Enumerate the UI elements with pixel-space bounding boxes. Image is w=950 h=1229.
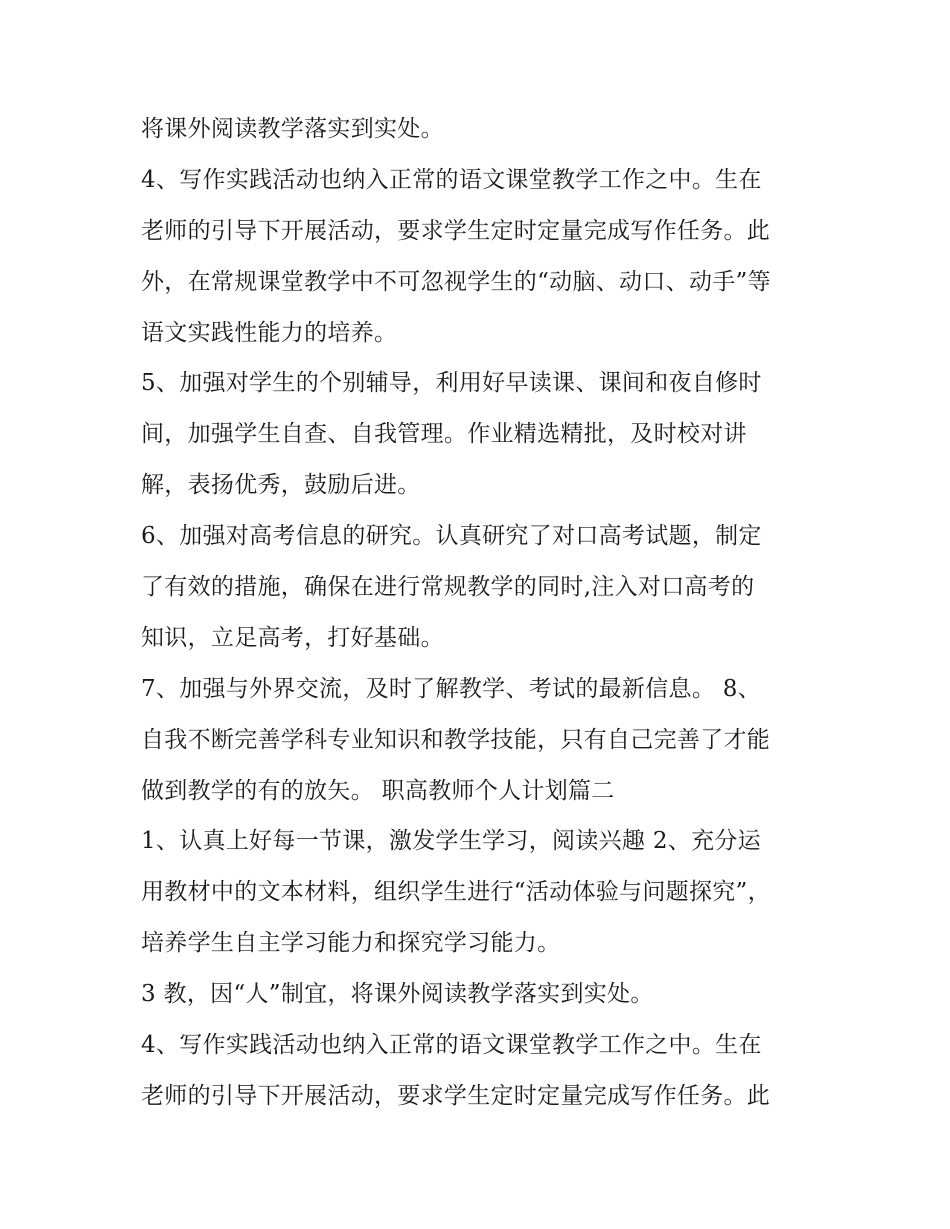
text-line: 用教材中的文本材料，组织学生进行“活动体验与问题探究”， xyxy=(141,879,771,906)
text-line: 知识，立足高考，打好基础。 xyxy=(141,624,444,651)
text-line: 了有效的措施，确保在进行常规教学的同时,注入对口高考的 xyxy=(141,574,755,601)
text-line: 老师的引导下开展活动，要求学生定时定量完成写作任务。此 xyxy=(141,217,771,244)
text-line: 4、写作实践活动也纳入正常的语文课堂教学工作之中。生在 xyxy=(141,1032,762,1059)
text-line: 解，表扬优秀，鼓励后进。 xyxy=(141,472,421,499)
text-line: 间，加强学生自查、自我管理。作业精选精批，及时校对讲 xyxy=(141,421,747,448)
text-line: 培养学生自主学习能力和探究学习能力。 xyxy=(141,930,561,957)
text-line: 4、写作实践活动也纳入正常的语文课堂教学工作之中。生在 xyxy=(141,166,762,193)
text-line: 3 教，因“人”制宜，将课外阅读教学落实到实处。 xyxy=(141,981,654,1008)
text-line: 5、加强对学生的个别辅导，利用好早读课、课间和夜自修时 xyxy=(141,370,762,397)
text-line: 语文实践性能力的培养。 xyxy=(141,319,398,346)
text-line: 外，在常规课堂教学中不可忽视学生的“动脑、动口、动手”等 xyxy=(141,268,771,295)
text-line: 6、加强对高考信息的研究。认真研究了对口高考试题，制定 xyxy=(141,523,762,550)
text-line: 老师的引导下开展活动，要求学生定时定量完成写作任务。此 xyxy=(141,1082,771,1109)
document-body xyxy=(141,104,821,1122)
text-line: 将课外阅读教学落实到实处。 xyxy=(141,116,444,142)
text-line: 自我不断完善学科专业知识和教学技能，只有自己完善了才能 xyxy=(141,726,771,753)
text-line: 1、认真上好每一节课，激发学生学习，阅读兴趣 2、充分运 xyxy=(141,828,761,855)
text-line: 做到教学的有的放矢。 职高教师个人计划篇二 xyxy=(141,777,615,804)
text-line: 7、加强与外界交流，及时了解教学、考试的最新信息。 8、 xyxy=(141,675,761,702)
